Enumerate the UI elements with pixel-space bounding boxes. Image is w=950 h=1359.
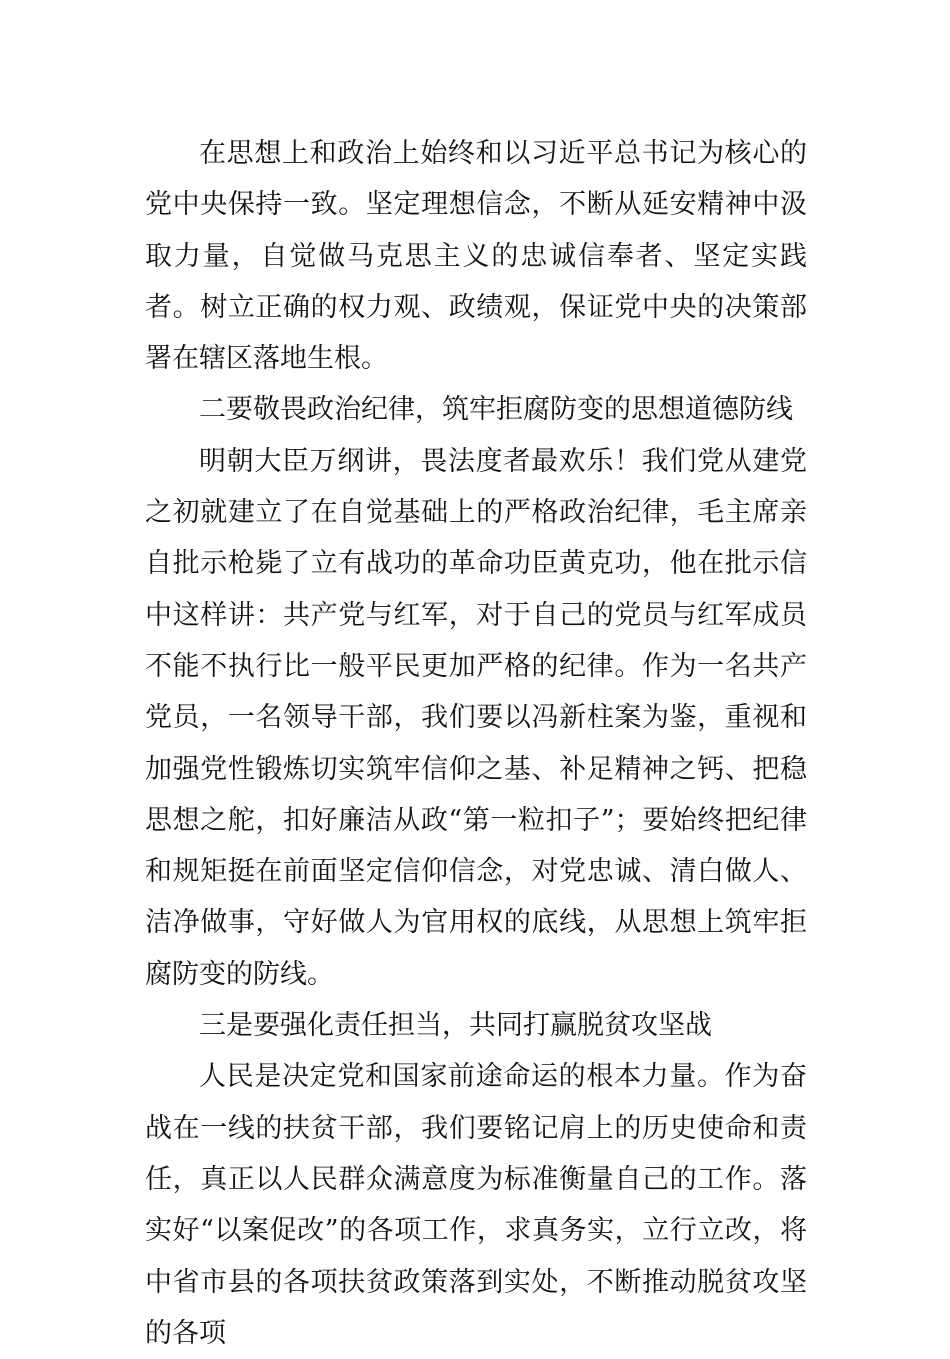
section-heading-political-discipline: 二要敬畏政治纪律，筑牢拒腐防变的思想道德防线 xyxy=(199,394,793,426)
section-heading-responsibility: 三是要强化责任担当，共同打赢脱贫攻坚战 xyxy=(199,1010,712,1042)
document-body xyxy=(145,128,807,1359)
paragraph-ideology: 在思想上和政治上始终和以习近平总书记为核心的党中央保持一致。坚定理想信念，不断从延安精神中汲取力量，自觉做马克思主义的忠诚信奉者、坚定实践者。树立正确的权力观、政绩观，保证党中央的决策部署在辖区落地生根。 xyxy=(145,138,807,375)
paragraph-discipline: 明朝大臣万纲讲，畏法度者最欢乐！我们党从建党之初就建立了在自觉基础上的严格政治纪律，毛主席亲自批示枪毙了立有战功的革命功臣黄克功，他在批示信中这样讲：共产党与红军，对于自己的党员与红军成员不能不执行比一般平民更加严格的纪律。作为一名共产党员，一名领导干部，我们要以冯新柱案为鉴，重视和加强党性锻炼切实筑牢信仰之基、补足精神之钙、把稳思想之舵，扣好廉洁从政“第一粒扣子”；要始终把纪律和规矩挺在前面坚定信仰信念，对党忠诚、清白做人、洁净做事，守好做人为官用权的底线，从思想上筑牢拒腐防变的防线。 xyxy=(145,445,807,990)
paragraph-responsibility: 人民是决定党和国家前途命运的根本力量。作为奋战在一线的扶贫干部，我们要铭记肩上的历史使命和责任，真正以人民群众满意度为标准衡量自己的工作。落实好“以案促改”的各项工作，求真务实，立行立改，将中省市县的各项扶贫政策落到实处，不断推动脱贫攻坚的各项 xyxy=(145,1061,807,1349)
